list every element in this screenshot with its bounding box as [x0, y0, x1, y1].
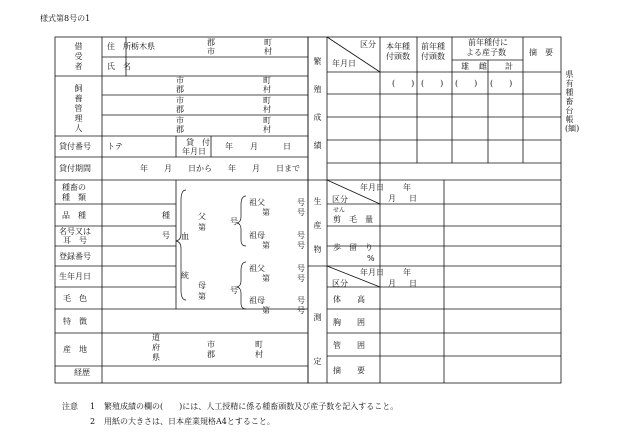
meas-kubun-label: 区分	[332, 279, 348, 288]
loan-date-label-2: 年月日	[182, 147, 206, 156]
remark2-label: 摘 要	[333, 366, 365, 375]
loan-period-text: 年 月 日から 年 月 日まで	[140, 164, 300, 173]
loan-no-label: 貸付番号	[59, 142, 91, 151]
mura-label: 村	[264, 47, 272, 56]
loan-date-year: 年	[225, 142, 233, 151]
father-brace	[237, 196, 246, 246]
history-label: 経歴	[74, 368, 90, 377]
form-title: 様式第8号の1	[40, 14, 91, 23]
mother-no: 第	[198, 292, 206, 301]
keeper-shi-1: 市	[176, 76, 184, 85]
machi-label: 町	[264, 38, 272, 47]
keeper-shi-3: 市	[176, 116, 184, 125]
loan-date-month: 月	[250, 142, 258, 151]
mat-grandfather-gou-1: 号	[297, 264, 305, 273]
father-label: 父	[198, 212, 206, 221]
this-year-label-2: 付頭数	[386, 52, 410, 61]
pat-grandfather-no: 第	[262, 208, 270, 217]
father-no: 第	[198, 223, 206, 232]
name-ear-label-1: 名号又は	[59, 227, 91, 236]
keeper-machi-3: 町	[263, 116, 271, 125]
wool-label: 剪 毛 量	[333, 215, 373, 224]
meas-month: 月	[388, 279, 396, 288]
prod-day: 日	[409, 194, 417, 203]
keeper-gun-1: 郡	[176, 85, 184, 94]
paren-male: ( )	[455, 79, 478, 88]
paren-this-year: ( )	[392, 79, 415, 88]
pat-grandmother-gou-2: 号	[297, 241, 305, 250]
prod-month: 月	[388, 194, 396, 203]
prefecture-label: 栃木県	[131, 42, 155, 51]
prev-offspring-label-2: よる産子数	[466, 48, 506, 57]
meas-year: 年	[403, 268, 411, 277]
breed-label: 品 種	[62, 211, 86, 220]
lineage-brace	[176, 190, 186, 300]
meas-day: 日	[409, 279, 417, 288]
loan-period-label: 貸付期間	[59, 164, 91, 173]
keeper-machi-1: 町	[263, 76, 271, 85]
female-label: 雌	[479, 62, 487, 71]
male-label: 雄	[461, 62, 469, 71]
prev-offspring-label-1: 前年種付に	[468, 38, 508, 47]
gun-label: 郡	[207, 38, 215, 47]
note-2: 用紙の大きさは、日本産業規格A4とすること。	[104, 417, 275, 426]
origin-shi: 市	[207, 340, 215, 349]
height-label: 体 高	[333, 295, 365, 304]
remarks-label: 摘 要	[529, 48, 553, 57]
pat-grandmother-label: 祖母	[249, 231, 265, 240]
loan-date-day: 日	[283, 142, 291, 151]
species-label-1: 種畜の	[62, 183, 86, 192]
mat-grandfather-label: 祖父	[249, 264, 265, 273]
prod-kubun-label: 区分	[332, 195, 348, 204]
father-gou: 号	[230, 217, 238, 226]
species-label-2: 種 類	[62, 193, 86, 202]
pat-grandfather-label: 祖父	[249, 198, 265, 207]
name-ear-gou: 号	[162, 231, 170, 240]
prod-year: 年	[403, 183, 411, 192]
breed-shu: 種	[162, 211, 170, 220]
mother-brace	[237, 262, 246, 309]
keeper-shi-2: 市	[176, 96, 184, 105]
note-2-num: 2	[90, 417, 96, 426]
note-1: 繁殖成績の欄の( )には、人工授精に係る種畜頭数及び産子数を記入すること。	[104, 402, 399, 411]
this-year-label-1: 本年種	[386, 42, 410, 51]
measurement-label: 測定	[313, 313, 322, 366]
name-label: 氏 名	[107, 62, 131, 71]
keeper-mura-3: 村	[263, 125, 271, 134]
keeper-label: 飼養管理人	[74, 84, 83, 133]
production-label: 生産物	[313, 197, 322, 254]
borrower-label: 借受者	[74, 42, 83, 71]
origin-fu: 府	[152, 343, 160, 352]
yield-label: 歩 留 り	[333, 243, 373, 252]
total-label: 計	[505, 62, 513, 71]
reg-no-label: 登録番号	[59, 252, 91, 261]
chest-label: 胸 囲	[333, 318, 365, 327]
lineage-label: 統	[181, 271, 189, 280]
keeper-gun-3: 郡	[176, 125, 184, 134]
origin-dou: 道	[152, 333, 160, 342]
paren-last-year: ( )	[421, 79, 444, 88]
prod-ymd-label: 年月日	[360, 183, 384, 192]
tote-prefix: トテ	[107, 142, 123, 151]
mat-grandmother-gou-1: 号	[297, 296, 305, 305]
origin-ken: 県	[152, 353, 160, 362]
breeding-results-label: 繁殖成績	[313, 57, 322, 150]
wool-ruby: せん	[333, 207, 346, 214]
ymd-label: 年月日	[332, 59, 356, 68]
cannon-label: 管 囲	[333, 341, 365, 350]
yield-pct: %	[367, 254, 375, 263]
birth-label: 生年月日	[59, 272, 91, 281]
note-1-num: 1	[90, 402, 96, 411]
mother-gou: 号	[230, 286, 238, 295]
origin-gun: 郡	[207, 350, 215, 359]
paren-female: ( )	[490, 79, 513, 88]
mat-grandfather-gou-2: 号	[297, 274, 305, 283]
mat-grandmother-label: 祖母	[249, 296, 265, 305]
shi-label: 市	[207, 47, 215, 56]
side-note: 県有種畜台帳(緬)	[565, 70, 580, 133]
pat-grandfather-gou-2: 号	[297, 208, 305, 217]
origin-machi: 町	[255, 340, 263, 349]
blood-label: 血	[181, 232, 189, 241]
pat-grandmother-no: 第	[262, 241, 270, 250]
coat-label: 毛 色	[63, 294, 87, 303]
keeper-mura-1: 村	[263, 85, 271, 94]
mat-grandfather-no: 第	[262, 274, 270, 283]
mother-label: 母	[198, 281, 206, 290]
mat-grandmother-gou-2: 号	[297, 306, 305, 315]
origin-label: 産 地	[63, 345, 87, 354]
pat-grandfather-gou-1: 号	[297, 198, 305, 207]
origin-mura: 村	[255, 350, 263, 359]
feature-label: 特 徴	[63, 317, 87, 326]
name-ear-label-2: 耳 号	[63, 236, 87, 245]
meas-ymd-label: 年月日	[360, 268, 384, 277]
last-year-label-2: 付頭数	[421, 52, 445, 61]
mat-grandmother-no: 第	[262, 306, 270, 315]
kubun-label: 区分	[360, 40, 376, 49]
keeper-gun-2: 郡	[176, 105, 184, 114]
last-year-label-1: 前年種	[421, 42, 445, 51]
pat-grandmother-gou-1: 号	[297, 231, 305, 240]
notes-label: 注意	[62, 402, 78, 411]
loan-date-label-1: 貸 付	[186, 138, 210, 147]
keeper-mura-2: 村	[263, 105, 271, 114]
keeper-machi-2: 町	[263, 96, 271, 105]
address-label: 住 所	[107, 42, 131, 51]
